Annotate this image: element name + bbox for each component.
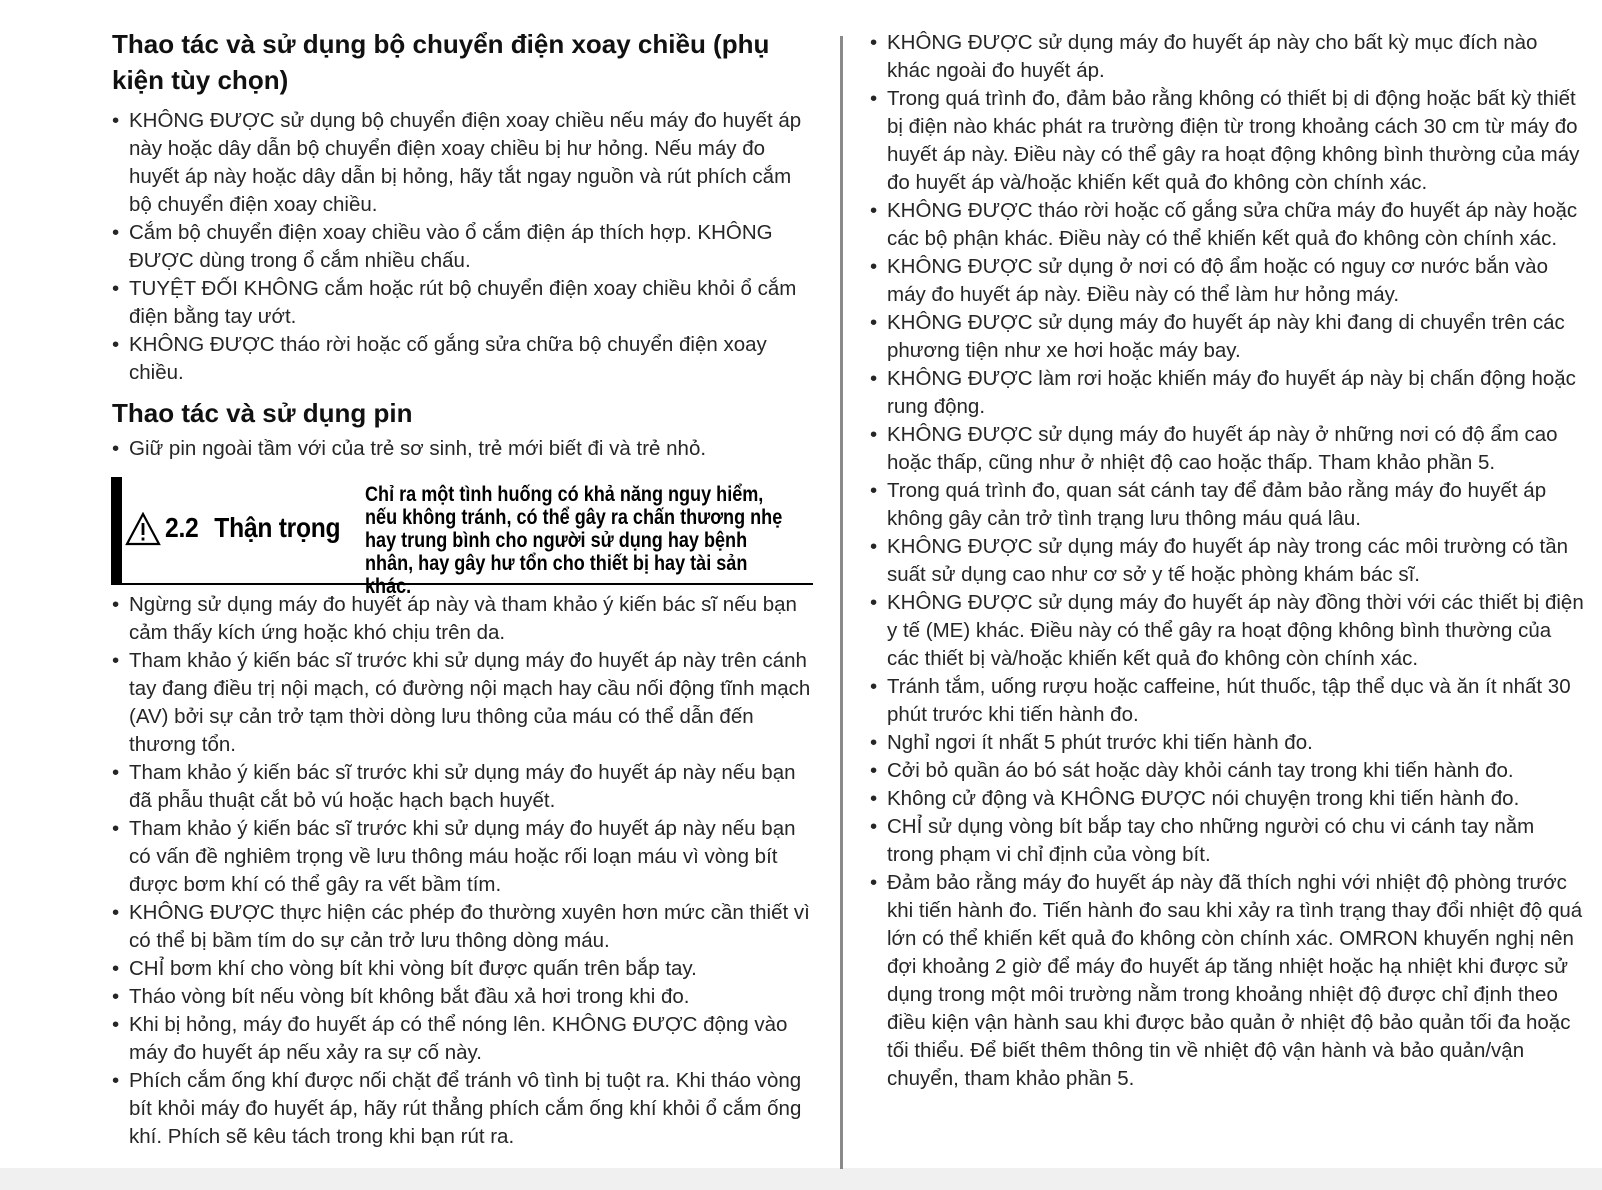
caution-number: 2.2 [165, 512, 199, 543]
list-item: • Nghỉ ngơi ít nhất 5 phút trước khi tiến hành đo. [870, 729, 1585, 757]
list-item: • Ngừng sử dụng máy đo huyết áp này và tham khảo ý kiến bác sĩ nếu bạn cảm thấy kích ứng hoặc khó chịu trên da. [112, 591, 812, 647]
list-item: • CHỈ sử dụng vòng bít bắp tay cho những người có chu vi cánh tay nằm trong phạm vi chỉ định của vòng bít. [870, 813, 1585, 869]
section-title-ac-adapter: Thao tác và sử dụng bộ chuyển điện xoay chiều (phụ kiện tùy chọn) [112, 29, 770, 95]
list-item: • TUYỆT ĐỐI KHÔNG cắm hoặc rút bộ chuyển điện xoay chiều khỏi ổ cắm điện bằng tay ướt. [112, 275, 812, 331]
warning-triangle-icon [125, 512, 161, 546]
caution-heading [165, 510, 340, 546]
list-item: • KHÔNG ĐƯỢC tháo rời hoặc cố gắng sửa chữa máy đo huyết áp này hoặc các bộ phận khác. Điều này có thể khiến kết quả đo không còn chính xác. [870, 197, 1585, 253]
list-item: • Phích cắm ống khí được nối chặt để tránh vô tình bị tuột ra. Khi tháo vòng bít khỏi máy đo huyết áp, hãy rút thẳng phích cắm ống khí khỏi ổ cắm ống khí. Phích sẽ kêu tách trong khi bạn rút ra. [112, 1067, 812, 1151]
caution-list [112, 591, 812, 1151]
list-item: • KHÔNG ĐƯỢC làm rơi hoặc khiến máy đo huyết áp này bị chấn động hoặc rung động. [870, 365, 1585, 421]
list-item: • Giữ pin ngoài tầm với của trẻ sơ sinh, trẻ mới biết đi và trẻ nhỏ. [112, 435, 812, 463]
list-item: • KHÔNG ĐƯỢC sử dụng máy đo huyết áp này cho bất kỳ mục đích nào khác ngoài đo huyết áp. [870, 29, 1585, 85]
list-item: • KHÔNG ĐƯỢC sử dụng máy đo huyết áp này đồng thời với các thiết bị điện y tế (ME) khác. Điều này có thể gây ra hoạt động không bình thường của các thiết bị và/hoặc khiến kết quả đo không còn chính xác. [870, 589, 1585, 673]
list-item: • Khi bị hỏng, máy đo huyết áp có thể nóng lên. KHÔNG ĐƯỢC động vào máy đo huyết áp nếu xảy ra sự cố này. [112, 1011, 812, 1067]
caution-box [111, 477, 813, 598]
section-title-battery: Thao tác và sử dụng pin [112, 398, 413, 428]
battery-list [112, 435, 812, 463]
page-bottom-band [0, 1168, 1602, 1190]
list-item: • CHỈ bơm khí cho vòng bít khi vòng bít được quấn trên bắp tay. [112, 955, 812, 983]
list-item: • Tham khảo ý kiến bác sĩ trước khi sử dụng máy đo huyết áp này trên cánh tay đang điều trị nội mạch, có đường nội mạch hay cầu nối động tĩnh mạch (AV) bởi sự cản trở tạm thời dòng lưu thông của máu có thể dẫn đến thương tổn. [112, 647, 812, 759]
column-divider [840, 36, 843, 1169]
list-item: • KHÔNG ĐƯỢC sử dụng máy đo huyết áp này khi đang di chuyển trên các phương tiện như xe hơi hoặc máy bay. [870, 309, 1585, 365]
caution-title: Thận trọng [214, 512, 341, 543]
list-item: • Tránh tắm, uống rượu hoặc caffeine, hút thuốc, tập thể dục và ăn ít nhất 30 phút trước khi tiến hành đo. [870, 673, 1585, 729]
caution-description: Chỉ ra một tình huống có khả năng nguy hiểm, nếu không tránh, có thể gây ra chấn thương nhẹ hay trung bình cho người sử dụng hay bệnh nhân, hay gây hư tổn cho thiết bị hay tài sản khác. [365, 483, 783, 598]
list-item: • Không cử động và KHÔNG ĐƯỢC nói chuyện trong khi tiến hành đo. [870, 785, 1585, 813]
list-item: • Tham khảo ý kiến bác sĩ trước khi sử dụng máy đo huyết áp này nếu bạn có vấn đề nghiêm trọng về lưu thông máu hoặc rối loạn máu vì vòng bít được bơm khí có thể gây ra vết bầm tím. [112, 815, 812, 899]
right-caution-list [870, 29, 1585, 1093]
list-item: • Trong quá trình đo, đảm bảo rằng không có thiết bị di động hoặc bất kỳ thiết bị điện nào khác phát ra trường điện từ trong khoảng cách 30 cm từ máy đo huyết áp này. Điều này có thể gây ra hoạt động không bình thường của máy đo huyết áp và/hoặc khiến kết quả đo không còn chính xác. [870, 85, 1585, 197]
list-item: • KHÔNG ĐƯỢC sử dụng máy đo huyết áp này ở những nơi có độ ẩm cao hoặc thấp, cũng như ở nhiệt độ cao hoặc thấp. Tham khảo phần 5. [870, 421, 1585, 477]
list-item: • Trong quá trình đo, quan sát cánh tay để đảm bảo rằng máy đo huyết áp không gây cản trở tình trạng lưu thông máu quá lâu. [870, 477, 1585, 533]
list-item: • KHÔNG ĐƯỢC tháo rời hoặc cố gắng sửa chữa bộ chuyển điện xoay chiều. [112, 331, 812, 387]
list-item: • KHÔNG ĐƯỢC thực hiện các phép đo thường xuyên hơn mức cần thiết vì có thể bị bầm tím do sự cản trở lưu thông dòng máu. [112, 899, 812, 955]
list-item: • Cắm bộ chuyển điện xoay chiều vào ổ cắm điện áp thích hợp. KHÔNG ĐƯỢC dùng trong ổ cắm nhiều chấu. [112, 219, 812, 275]
list-item: • Đảm bảo rằng máy đo huyết áp này đã thích nghi với nhiệt độ phòng trước khi tiến hành đo. Tiến hành đo sau khi xảy ra tình trạng thay đổi nhiệt độ quá lớn có thể khiến kết quả đo không còn chính xác. OMRON khuyến nghị nên đợi khoảng 2 giờ để máy đo huyết áp tăng nhiệt hoặc hạ nhiệt khi được sử dụng trong một môi trường nằm trong khoảng nhiệt độ được chỉ định theo điều kiện vận hành sau khi được bảo quản ở nhiệt độ bảo quản tối đa hoặc tối thiểu. Để biết thêm thông tin về nhiệt độ vận hành và bảo quản/vận chuyển, tham khảo phần 5. [870, 869, 1585, 1093]
right-column [870, 29, 1585, 1093]
list-item: • Cởi bỏ quần áo bó sát hoặc dày khỏi cánh tay trong khi tiến hành đo. [870, 757, 1585, 785]
list-item: • Tháo vòng bít nếu vòng bít không bắt đầu xả hơi trong khi đo. [112, 983, 812, 1011]
list-item: • KHÔNG ĐƯỢC sử dụng bộ chuyển điện xoay chiều nếu máy đo huyết áp này hoặc dây dẫn bộ chuyển điện xoay chiều bị hư hỏng. Nếu máy đo huyết áp này hoặc dây dẫn bị hỏng, hãy tắt ngay nguồn và rút phích cắm bộ chuyển điện xoay chiều. [112, 107, 812, 219]
list-item: • KHÔNG ĐƯỢC sử dụng ở nơi có độ ẩm hoặc có nguy cơ nước bắn vào máy đo huyết áp này. Điều này có thể làm hư hỏng máy. [870, 253, 1585, 309]
list-item: • KHÔNG ĐƯỢC sử dụng máy đo huyết áp này trong các môi trường có tần suất sử dụng cao như cơ sở y tế hoặc phòng khám bác sĩ. [870, 533, 1585, 589]
ac-adapter-list [112, 107, 812, 387]
left-column [112, 26, 812, 1151]
list-item: • Tham khảo ý kiến bác sĩ trước khi sử dụng máy đo huyết áp này nếu bạn đã phẫu thuật cắt bỏ vú hoặc hạch bạch huyết. [112, 759, 812, 815]
